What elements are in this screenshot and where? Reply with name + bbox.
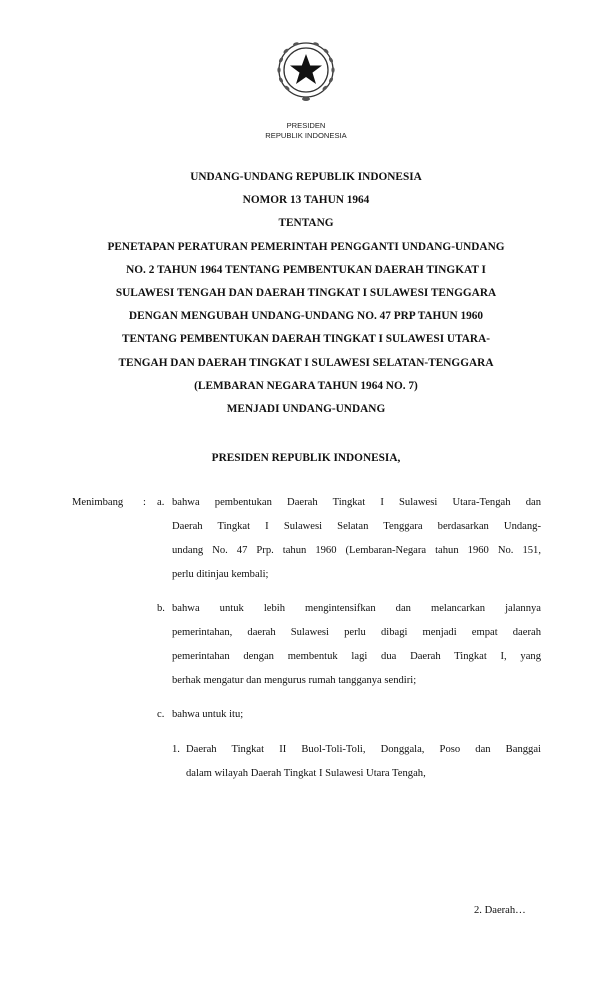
title-line: TENTANG PEMBENTUKAN DAERAH TINGKAT I SULAWESI UTARA- (121, 333, 491, 346)
title-line: PENETAPAN PERATURAN PEMERINTAH PENGGANTI UNDANG-UNDANG (107, 240, 505, 253)
menimbang-colon: : (143, 497, 146, 508)
title-line: NO. 2 TAHUN 1964 TENTANG PEMBENTUKAN DAERAH TINGKAT I (126, 263, 486, 276)
page-continuation: 2. Daerah… (474, 905, 526, 916)
title-line: UNDANG-UNDANG REPUBLIK INDONESIA (190, 171, 422, 183)
title-line: NOMOR 13 TAHUN 1964 (242, 194, 370, 207)
paragraph-line: Daerah Tingkat I Sulawesi Selatan Tenggara berdasarkan Undang- (172, 521, 541, 532)
paragraph-line: bahwa untuk lebih mengintensifkan dan melancarkan jalannya (172, 603, 541, 614)
title-line: (LEMBARAN NEGARA TAHUN 1964 NO. 7) (194, 379, 418, 392)
title-line: TENTANG (278, 217, 334, 230)
paragraph-line: dalam wilayah Daerah Tingkat I Sulawesi Utara Tengah, (186, 768, 426, 779)
paragraph-line: bahwa pembentukan Daerah Tingkat I Sulawesi Utara-Tengah dan (172, 497, 541, 508)
star-wreath-emblem-icon (268, 30, 344, 114)
menimbang-label: Menimbang (72, 497, 124, 508)
title-line: TENGAH DAN DAERAH TINGKAT I SULAWESI SELATAN-TENGGARA (118, 356, 494, 369)
item-marker-a: a. (157, 497, 165, 508)
menimbang-subitem-1 (186, 738, 541, 786)
paragraph-line: berhak mengatur dan mengurus rumah tangganya sendiri; (172, 675, 417, 686)
emblem-caption-republik: REPUBLIK INDONESIA (265, 131, 347, 140)
title-line: DENGAN MENGUBAH UNDANG-UNDANG NO. 47 PRP TAHUN 1960 (128, 310, 484, 323)
subitem-marker-1: 1. (172, 744, 180, 755)
paragraph-line: Daerah Tingkat II Buol-Toli-Toli, Donggala, Poso dan Banggai (186, 744, 541, 755)
emblem-caption-presiden: PRESIDEN (286, 121, 326, 130)
menimbang-item-a (172, 491, 541, 587)
paragraph-line: pemerintahan, daerah Sulawesi perlu dibagi menjadi empat daerah (172, 627, 541, 638)
president-heading: PRESIDEN REPUBLIK INDONESIA, (211, 452, 401, 464)
paragraph-line: bahwa untuk itu; (172, 709, 244, 720)
title-line: SULAWESI TENGAH DAN DAERAH TINGKAT I SULAWESI TENGGARA (115, 286, 497, 299)
paragraph-line: pemerintahan dengan membentuk lagi dua Daerah Tingkat I, yang (172, 651, 541, 662)
item-marker-b: b. (157, 603, 165, 614)
title-line: MENJADI UNDANG-UNDANG (226, 402, 386, 415)
document-title (0, 166, 612, 421)
item-marker-c: c. (157, 709, 165, 720)
paragraph-line: undang No. 47 Prp. tahun 1960 (Lembaran-Negara tahun 1960 No. 151, (172, 545, 541, 556)
paragraph-line: perlu ditinjau kembali; (172, 569, 269, 580)
state-emblem (268, 30, 344, 114)
menimbang-item-c (172, 703, 541, 727)
menimbang-item-b (172, 597, 541, 693)
